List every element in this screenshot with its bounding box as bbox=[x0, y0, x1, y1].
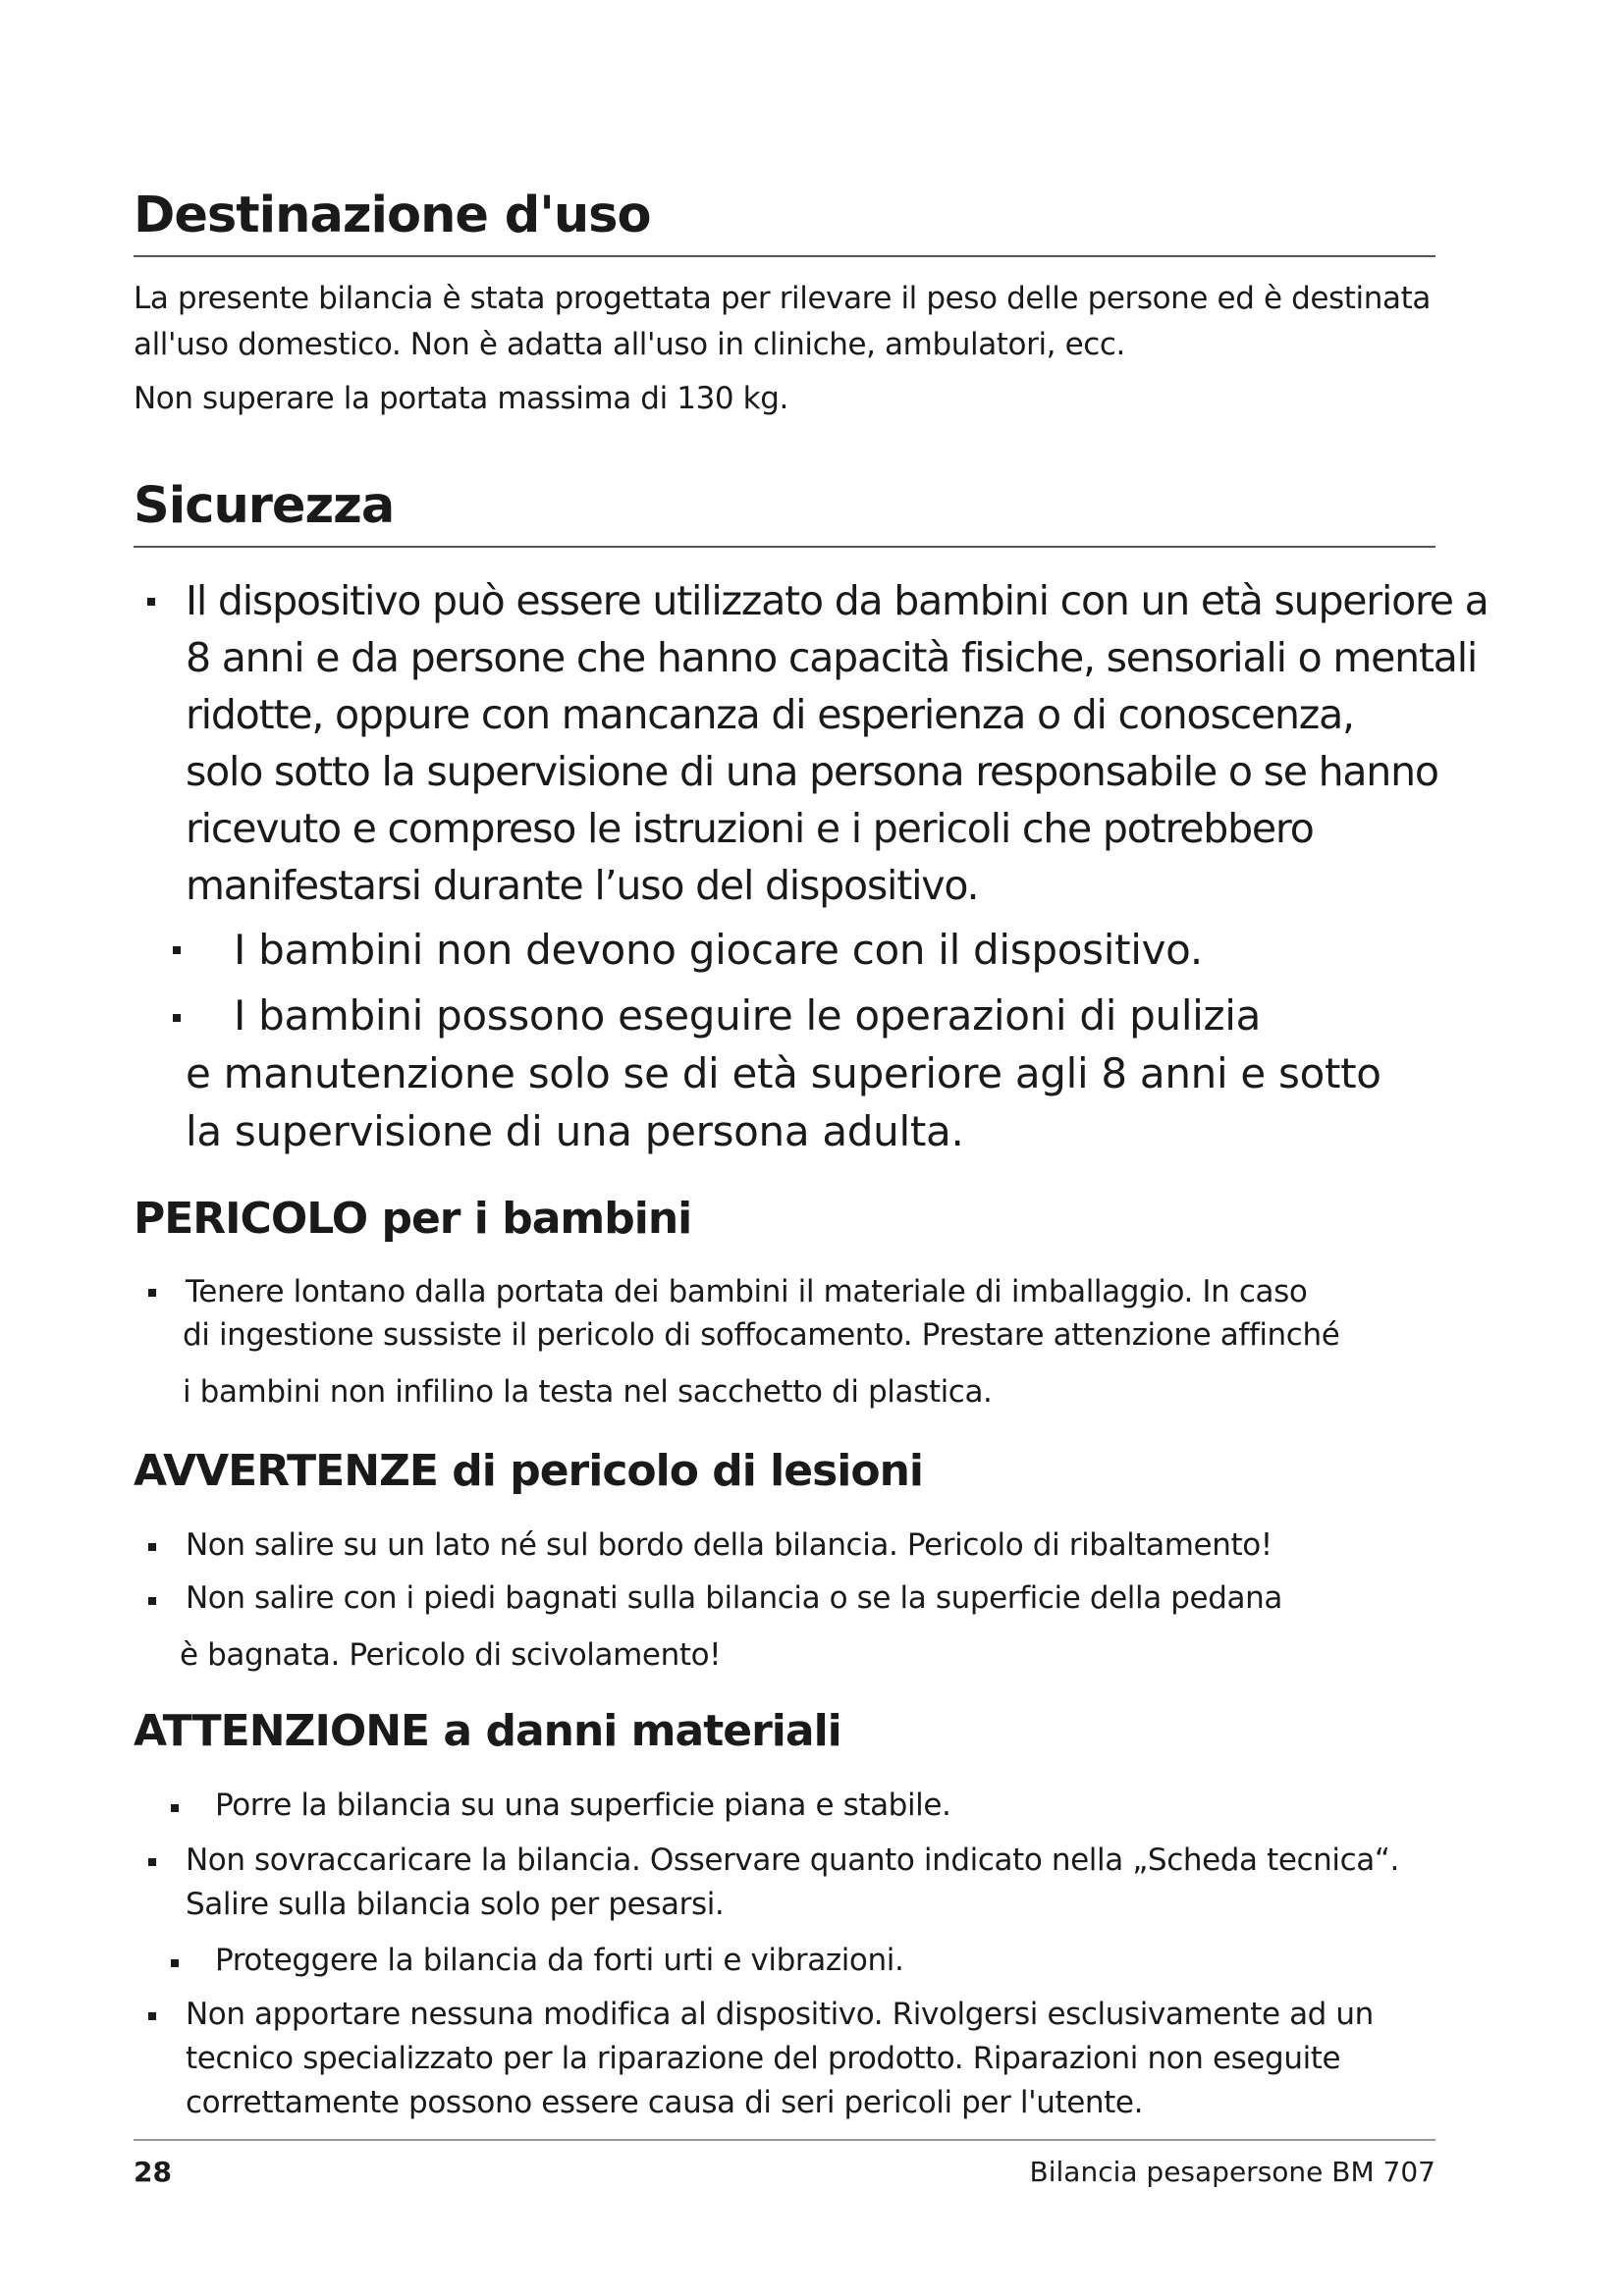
list-item-line: manifestarsi durante l’uso del dispositivo. bbox=[186, 862, 979, 909]
bullet-icon bbox=[171, 1959, 179, 1967]
bullet-icon bbox=[148, 1289, 156, 1297]
list-item-line: è bagnata. Pericolo di scivolamento! bbox=[180, 1637, 722, 1673]
list-item-line: Il dispositivo può essere utilizzato da bambini con un età superiore a bbox=[186, 577, 1489, 624]
list-item-line: la supervisione di una persona adulta. bbox=[186, 1107, 964, 1155]
list-item-line: I bambini possono eseguire le operazioni di pulizia bbox=[234, 991, 1262, 1040]
list-item-line: di ingestione sussiste il pericolo di soffocamento. Prestare attenzione affinché bbox=[183, 1317, 1340, 1353]
paragraph-line: all'uso domestico. Non è adatta all'uso in cliniche, ambulatori, ecc. bbox=[134, 327, 1125, 362]
bullet-icon bbox=[148, 1597, 156, 1605]
list-item-line: Proteggere la bilancia da forti urti e vibrazioni. bbox=[215, 1943, 904, 1978]
paragraph-line: Non superare la portata massima di 130 kg. bbox=[134, 381, 788, 416]
list-item-line: Salire sulla bilancia solo per pesarsi. bbox=[186, 1887, 725, 1922]
section-divider bbox=[134, 546, 1435, 548]
list-item-line: Tenere lontano dalla portata dei bambini il materiale di imballaggio. In caso bbox=[186, 1274, 1308, 1309]
bullet-icon bbox=[173, 1014, 181, 1022]
list-item-line: 8 anni e da persone che hanno capacità fisiche, sensoriali o mentali bbox=[186, 634, 1478, 681]
footer-divider bbox=[134, 2139, 1435, 2141]
list-item-line: solo sotto la supervisione di una persona responsabile o se hanno bbox=[186, 748, 1438, 795]
list-item-line: Non salire su un lato né sul bordo della bilancia. Pericolo di ribaltamento! bbox=[186, 1527, 1272, 1563]
section-title-attenzione: ATTENZIONE a danni materiali bbox=[134, 1706, 841, 1756]
section-title-destinazione: Destinazione d'uso bbox=[134, 187, 651, 244]
list-item-line: Non sovraccaricare la bilancia. Osservare quanto indicato nella „Scheda tecnica“. bbox=[186, 1842, 1399, 1878]
list-item-line: Non apportare nessuna modifica al dispositivo. Rivolgersi esclusivamente ad un bbox=[186, 1997, 1374, 2032]
bullet-icon bbox=[148, 1543, 156, 1551]
list-item-line: Porre la bilancia su una superficie piana e stabile. bbox=[215, 1788, 951, 1823]
bullet-icon bbox=[171, 1804, 179, 1812]
bullet-icon bbox=[173, 946, 181, 954]
section-divider bbox=[134, 255, 1435, 257]
section-title-avvertenze: AVVERTENZE di pericolo di lesioni bbox=[134, 1446, 923, 1496]
list-item-line: ridotte, oppure con mancanza di esperienza o di conoscenza, bbox=[186, 691, 1354, 738]
bullet-icon bbox=[148, 2012, 156, 2020]
list-item-line: correttamente possono essere causa di seri pericoli per l'utente. bbox=[186, 2085, 1144, 2120]
list-item-line: e manutenzione solo se di età superiore agli 8 anni e sotto bbox=[186, 1049, 1381, 1097]
product-name: Bilancia pesapersone BM 707 bbox=[1029, 2156, 1435, 2188]
paragraph-line: La presente bilancia è stata progettata per rilevare il peso delle persone ed è destinata bbox=[134, 281, 1431, 316]
list-item-line: tecnico specializzato per la riparazione del prodotto. Riparazioni non eseguite bbox=[186, 2041, 1341, 2076]
list-item-line: Non salire con i piedi bagnati sulla bilancia o se la superficie della pedana bbox=[186, 1580, 1282, 1616]
bullet-icon bbox=[147, 598, 155, 606]
list-item-line: i bambini non infilino la testa nel sacchetto di plastica. bbox=[183, 1374, 993, 1410]
list-item-line: I bambini non devono giocare con il dispositivo. bbox=[234, 926, 1203, 974]
bullet-icon bbox=[148, 1858, 156, 1866]
section-title-pericolo: PERICOLO per i bambini bbox=[134, 1194, 692, 1244]
page-number: 28 bbox=[134, 2156, 172, 2188]
section-title-sicurezza: Sicurezza bbox=[134, 477, 395, 535]
list-item-line: ricevuto e compreso le istruzioni e i pericoli che potrebbero bbox=[186, 805, 1314, 852]
